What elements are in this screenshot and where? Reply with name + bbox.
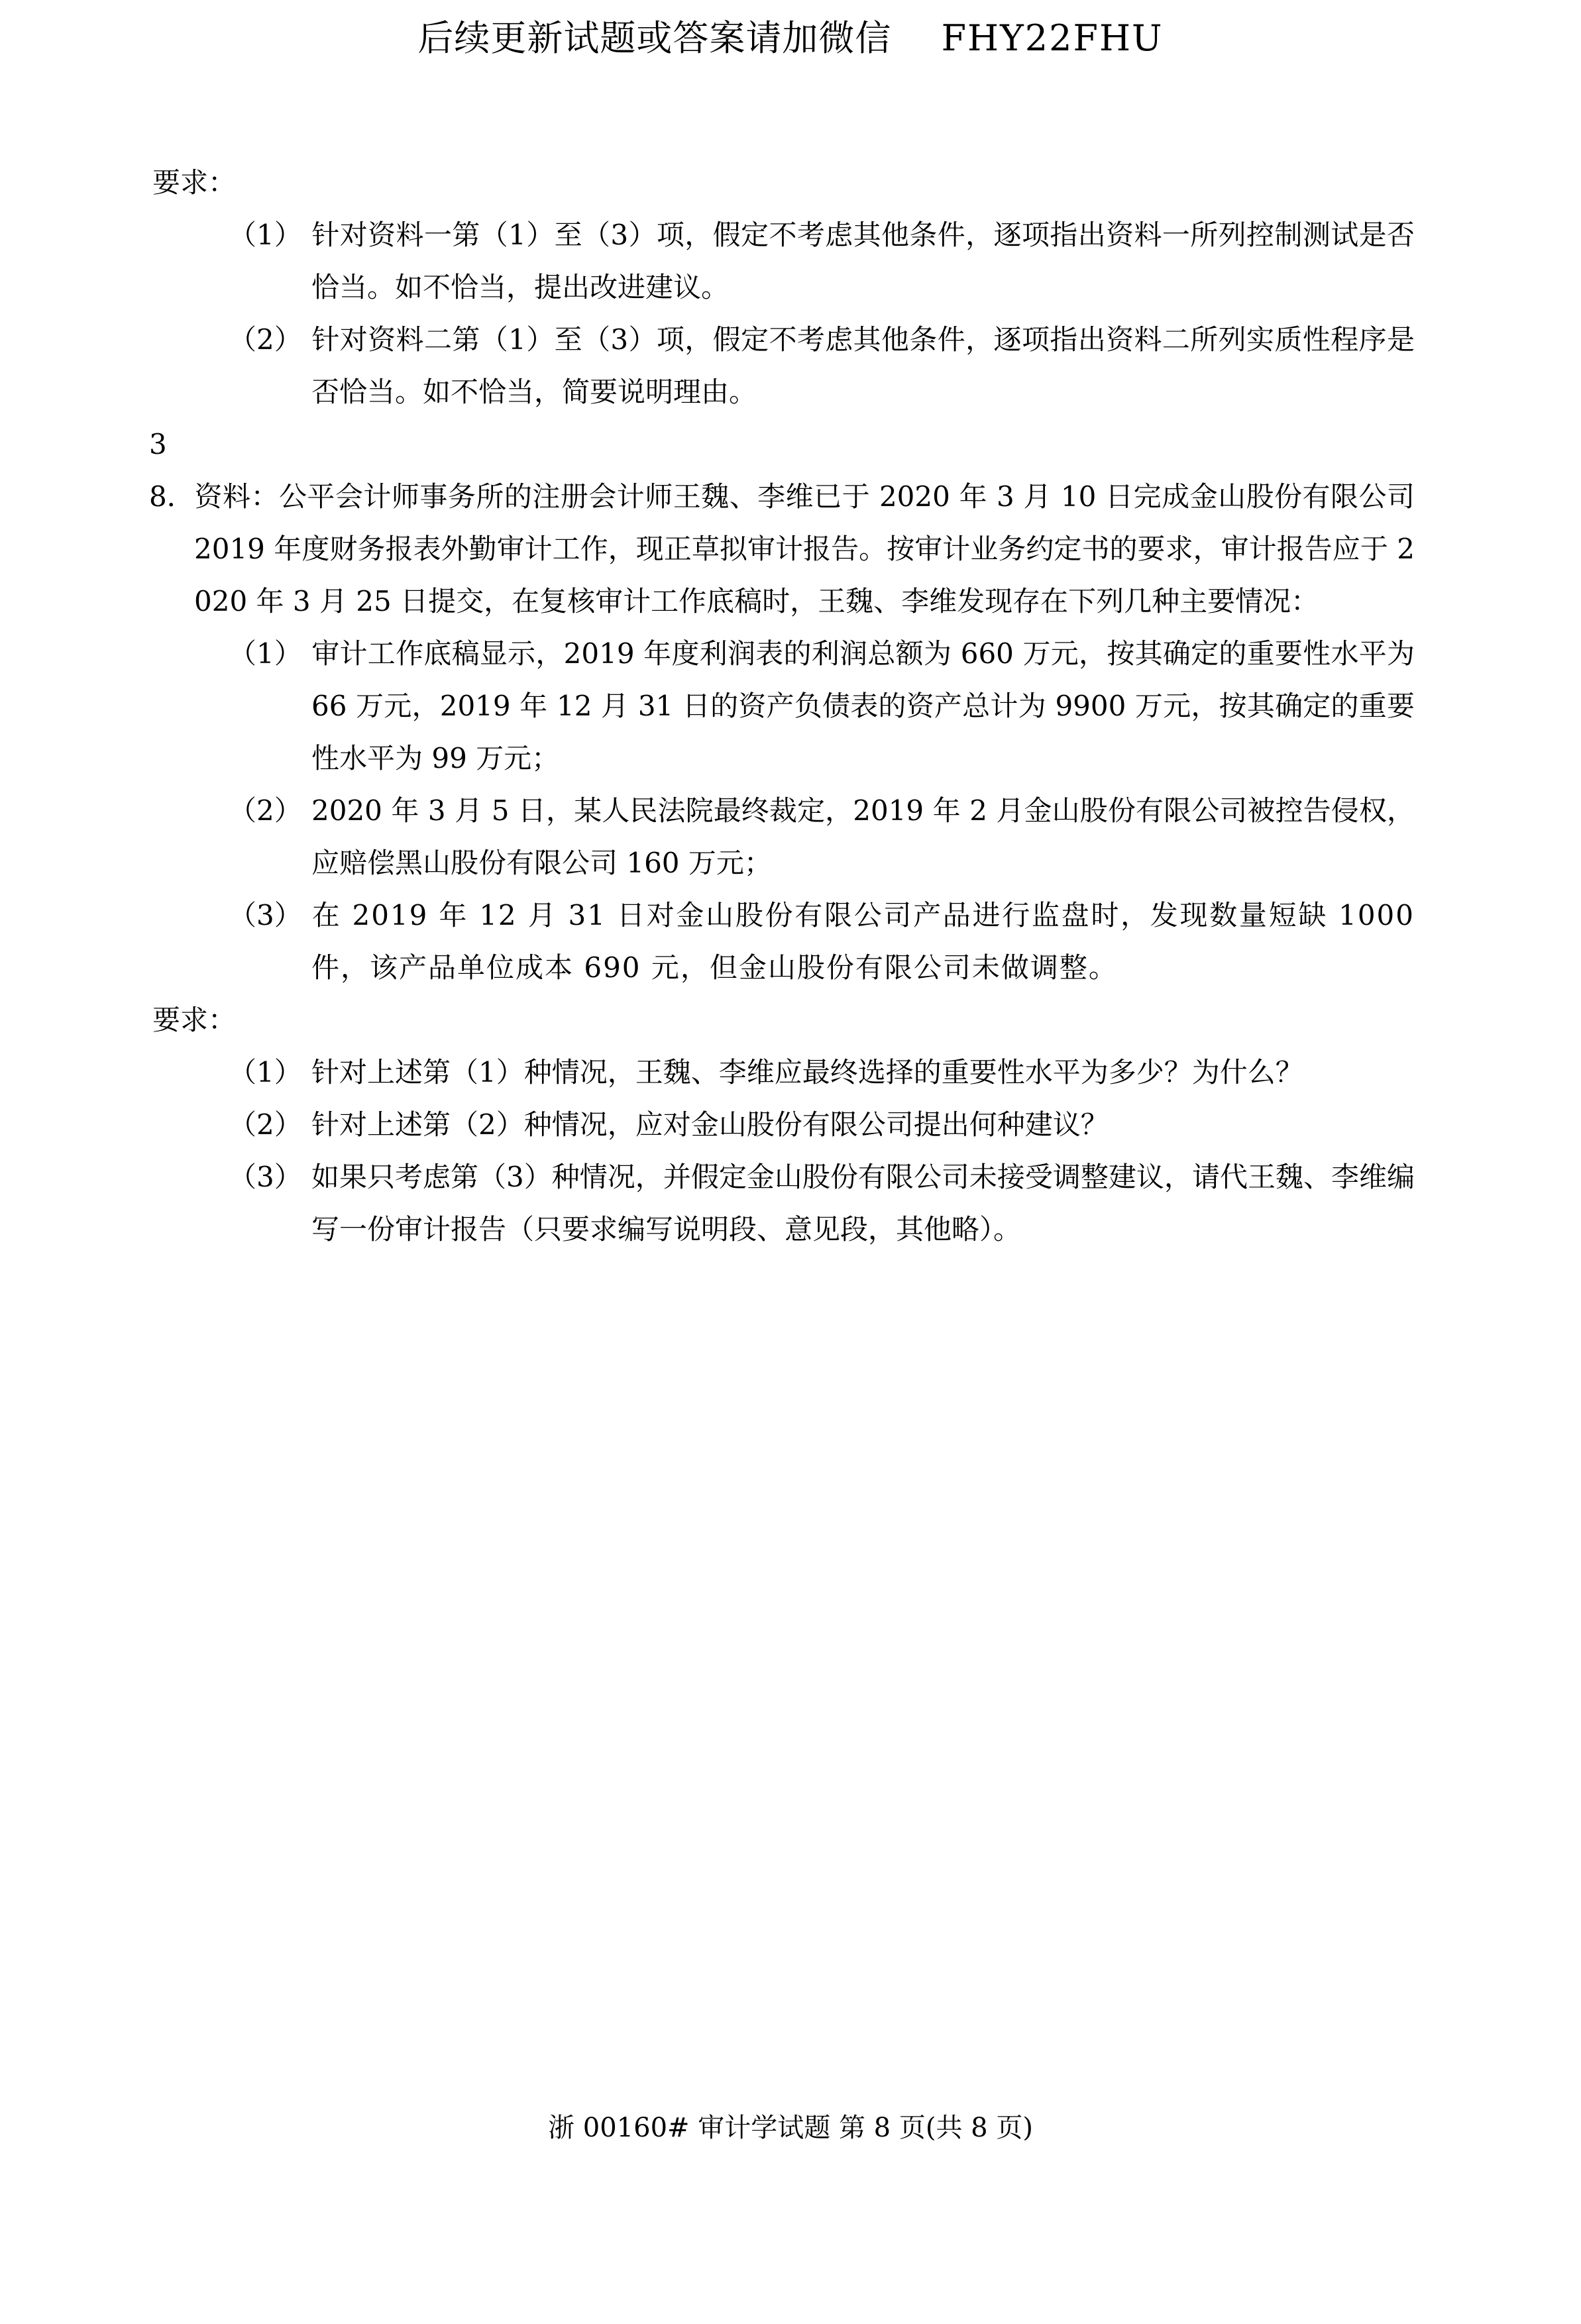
final-requirement-item-2 (149, 1098, 1415, 1151)
wechat-id-value: FHY22FHU (941, 17, 1164, 59)
watermark-text: 后续更新试题或答案请加微信 (417, 17, 892, 59)
requirement-item-2-marker: （2） (229, 323, 302, 356)
question-38-case-2-marker: （2） (229, 794, 302, 827)
page-footer: 浙 00160# 审计学试题 第 8 页(共 8 页) (548, 2113, 1033, 2143)
question-38-case-2-text: 2020 年 3 月 5 日，某人民法院最终裁定，2019 年 2 月金山股份有限公司被控告侵权，应赔偿黑山股份有限公司 160 万元； (311, 794, 1415, 879)
question-38-case-list (149, 627, 1415, 994)
final-requirement-item-1-text: 针对上述第（1）种情况，王魏、李维应最终选择的重要性水平为多少？为什么？ (311, 1056, 1303, 1088)
question-38-case-1 (149, 627, 1415, 784)
question-38-case-3-marker: （3） (229, 899, 302, 931)
question-38-case-3-text: 在 2019 年 12 月 31 日对金山股份有限公司产品进行监盘时，发现数量短缺 1000 件，该产品单位成本 690 元，但金山股份有限公司未做调整。 (311, 899, 1415, 984)
requirement-item-1-text: 针对资料一第（1）至（3）项，假定不考虑其他条件，逐项指出资料一所列控制测试是否恰当。如不恰当，提出改进建议。 (311, 219, 1415, 303)
question-38-case-3 (149, 889, 1415, 994)
final-requirement-item-1 (149, 1046, 1415, 1098)
document-body (149, 156, 1415, 1255)
requirements-list-top (149, 209, 1415, 418)
question-38-case-1-text: 审计工作底稿显示，2019 年度利润表的利润总额为 660 万元，按其确定的重要性水平为 66 万元，2019 年 12 月 31 日的资产负债表的资产总计为 9900 万元，按其确定的重要性水平为 99 万元； (311, 637, 1415, 774)
requirement-item-1 (149, 209, 1415, 313)
final-requirement-item-2-text: 针对上述第（2）种情况，应对金山股份有限公司提出何种建议？ (311, 1108, 1109, 1141)
page-header-watermark (0, 16, 1581, 61)
requirement-item-1-marker: （1） (229, 219, 302, 251)
final-requirement-item-3-marker: （3） (229, 1161, 302, 1193)
question-38 (149, 418, 1415, 627)
requirement-item-2-text: 针对资料二第（1）至（3）项，假定不考虑其他条件，逐项指出资料二所列实质性程序是否恰当。如不恰当，简要说明理由。 (311, 323, 1415, 408)
question-38-number: 38． (149, 428, 195, 513)
final-requirement-item-3 (149, 1151, 1415, 1255)
wechat-id-text (891, 17, 1163, 59)
final-requirement-item-1-marker: （1） (229, 1056, 302, 1088)
requirements-label-bottom: 要求： (152, 1004, 237, 1036)
question-38-text: 资料：公平会计师事务所的注册会计师王魏、李维已于 2020 年 3 月 10 日完成金山股份有限公司 2019 年度财务报表外勤审计工作，现正草拟审计报告。按审计业务约定书的要求，审计报告应于 2020 年 3 月 25 日提交，在复核审计工作底稿时，王魏、李维发现存在下列几种主要情况： (194, 480, 1415, 617)
question-38-case-2 (149, 784, 1415, 889)
final-requirement-item-2-marker: （2） (229, 1108, 302, 1141)
requirements-list-bottom (149, 1046, 1415, 1255)
requirement-item-2 (149, 313, 1415, 418)
requirements-label-top: 要求： (152, 166, 237, 199)
question-38-case-1-marker: （1） (229, 637, 302, 670)
final-requirement-item-3-text: 如果只考虑第（3）种情况，并假定金山股份有限公司未接受调整建议，请代王魏、李维编写一份审计报告（只要求编写说明段、意见段，其他略）。 (311, 1161, 1415, 1245)
